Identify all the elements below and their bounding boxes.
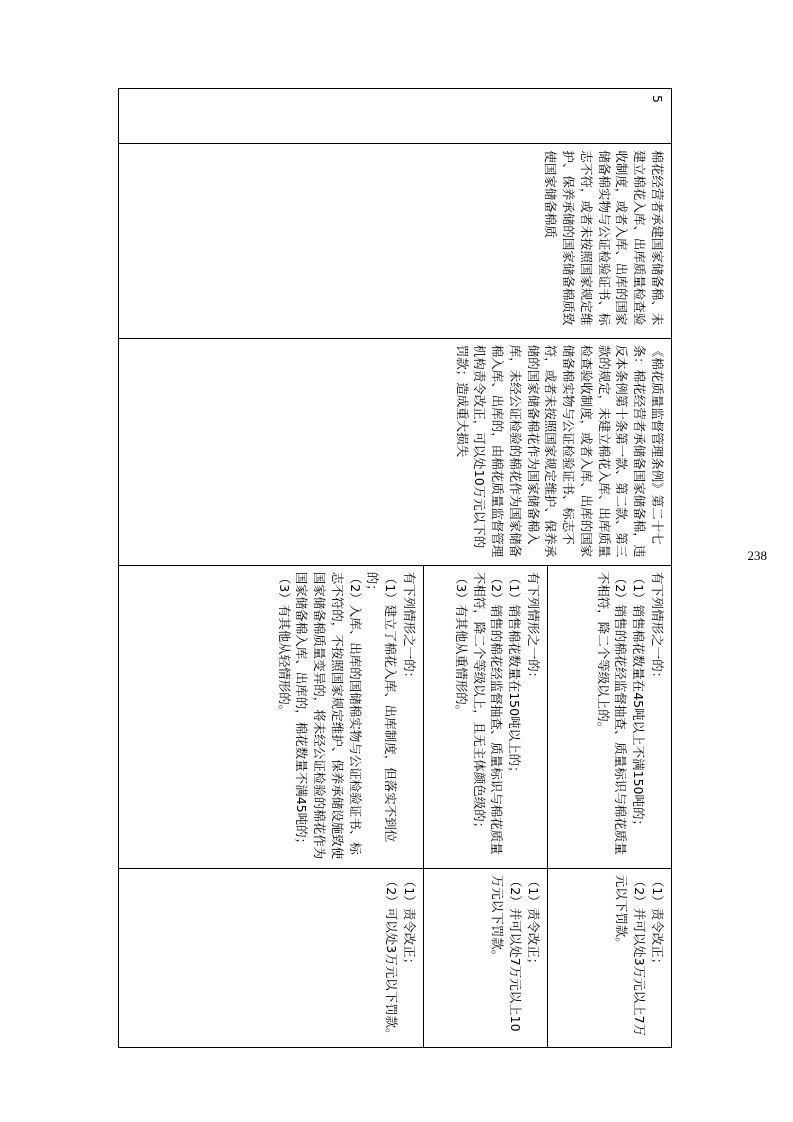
regulation-table xyxy=(118,88,672,1048)
penalty-block-1 xyxy=(547,869,671,1047)
conditions-cell xyxy=(119,565,672,868)
penalties-cell xyxy=(119,868,672,1047)
condition-1-line-1: （1）销售棉花数量在45吨以上不满150吨的； xyxy=(631,571,647,832)
penalty-2-line-1: （1）责令改正； xyxy=(526,874,541,971)
penalty-block-3 xyxy=(119,869,423,1047)
violation-item-text: 棉花经营者承建国家储备棉、未建立棉花入库、出库质量检查验收制度，或者入库、出库的国家储备棉实物与公证检验证书、标志不符，或者未按照国家规定维护、保养承储的国家储备棉质致使国家储备棉质 xyxy=(543,150,665,326)
page-number: 238 xyxy=(747,548,767,563)
penalty-1-line-2: （2）并可以处3万元以上7万元以下罚款。 xyxy=(614,874,648,1037)
condition-2-line-2: （2）销售的棉花经监督抽查、质量标识与棉花质量不相符，降二个等级以上，且无主体颜色级的； xyxy=(471,571,505,855)
condition-3-heading: 有下列情形之一的： xyxy=(402,571,417,685)
condition-1-heading: 有下列情形之一的： xyxy=(650,571,665,685)
penalty-3-line-2: （2）可以处3万元以下罚款。 xyxy=(384,874,400,1041)
condition-3-line-2: （2）入库、出库的国储棉实物与公证检验证书、标志不符的，不按照国家规定维护、保养承储设施致使国家储备棉质量变异的，将未经公证检验的棉花作为国家储备棉入库、出库的，棉花数量不满45吨的； xyxy=(294,571,363,860)
row-sequence-number: 5 xyxy=(119,89,672,144)
legal-basis-cell xyxy=(119,338,672,565)
penalty-3-line-1: （1）责令改正； xyxy=(402,874,417,971)
condition-2-line-3: （3）有其他从重情形的。 xyxy=(454,571,469,718)
violation-item-cell xyxy=(119,144,672,338)
penalty-1-line-1: （1）责令改正； xyxy=(650,874,665,971)
condition-2-heading: 有下列情形之一的： xyxy=(526,571,541,685)
penalty-2-line-2: （2）并可以处7万元以上10万元以下罚款。 xyxy=(490,874,524,1032)
condition-block-3 xyxy=(119,566,423,868)
condition-3-line-1: （1）建立了棉花入库、出库制度，但落实不到位的； xyxy=(365,571,399,843)
penalty-block-2 xyxy=(423,869,547,1047)
condition-block-2 xyxy=(423,566,547,868)
regulation-table-wrapper xyxy=(120,88,672,1048)
condition-block-1 xyxy=(547,566,671,868)
table-row xyxy=(119,89,672,1048)
condition-3-line-3: （3）有其他从轻情形的。 xyxy=(276,571,292,718)
condition-1-line-2: （2）销售的棉花经监督抽查、质量标识与棉花质量不相符，降二个等级以上的。 xyxy=(595,571,629,855)
condition-2-line-1: （1）销售棉花数量在150吨以上的； xyxy=(507,571,523,779)
legal-basis-text: 《棉花质量监督管理条例》第二十七条：棉花经营者承储备国家储备棉，违反本条例第十条第一款、第二款、第三款的规定，未建立棉花入库、出库质量检查验收制度，或者入库、出库的国家储备棉实物与公证检验证书、标志不符，或者未按照国家规定维护、保养承储的国家储备棉花作为国家储备棉入库，未经公证检验的棉花作为国家储备棉入库、出库的，由棉花质量监督管理机构责令改正，可以处10万元以下的罚款；造成重大损失 xyxy=(454,344,665,558)
